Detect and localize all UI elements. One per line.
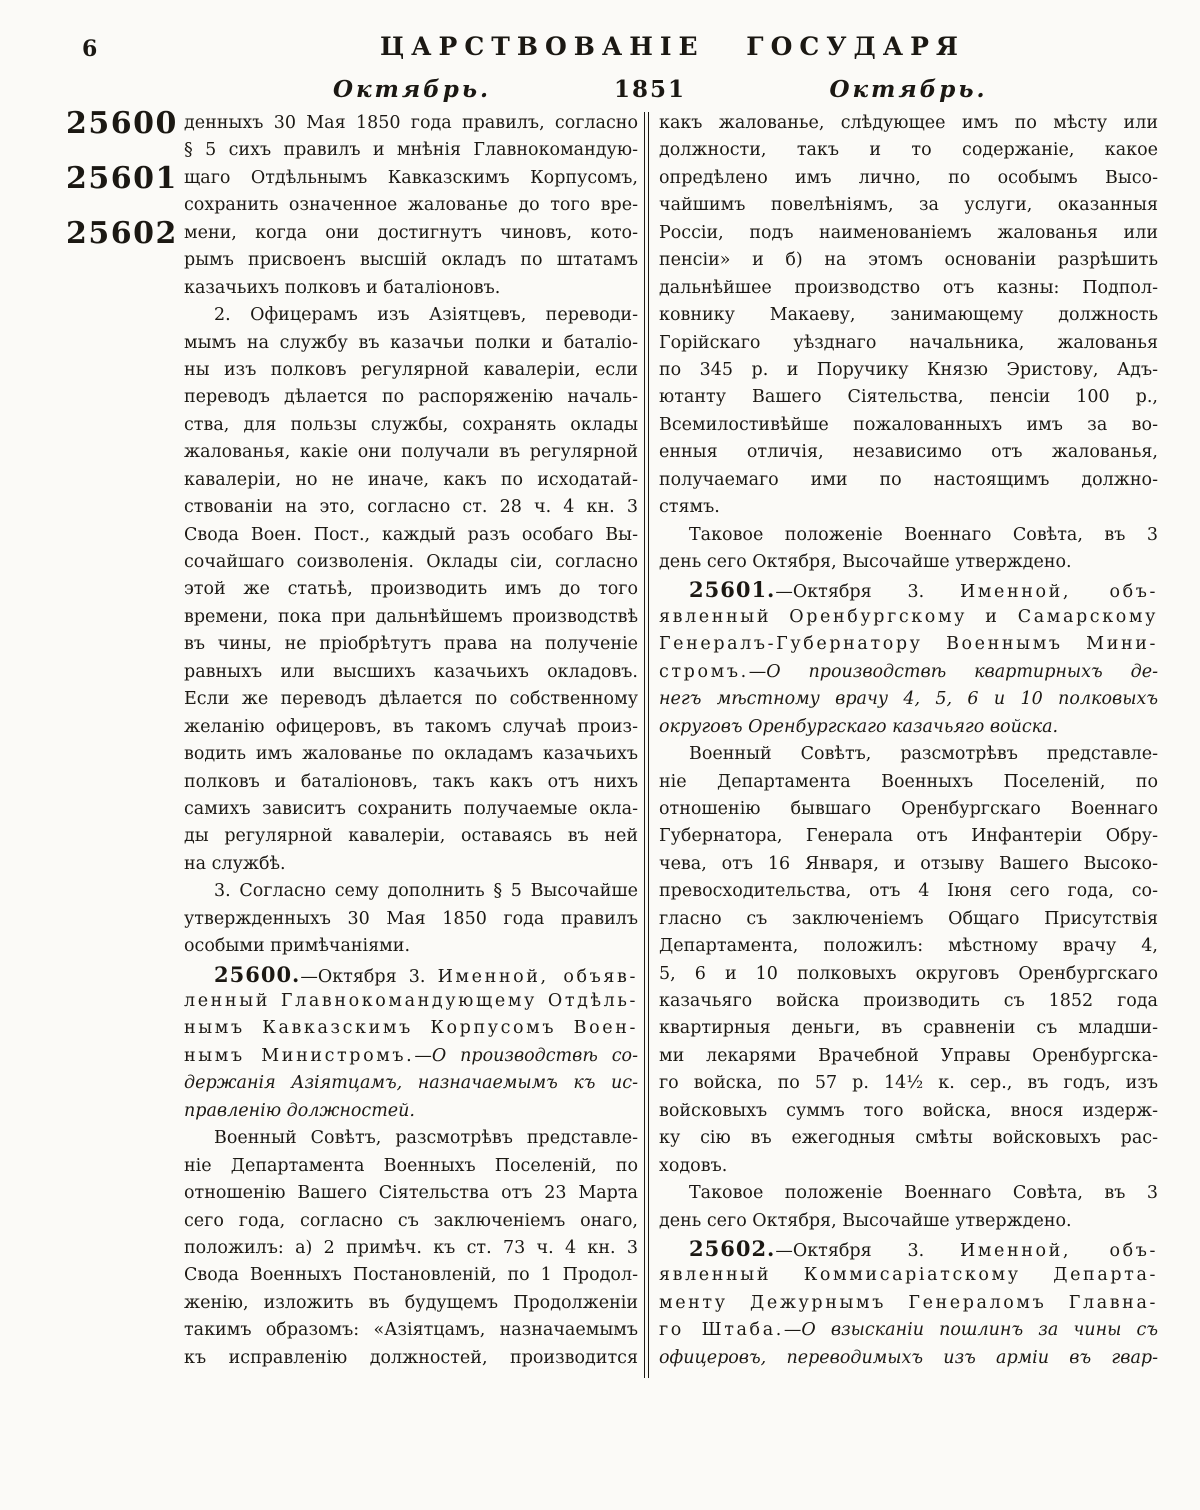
text-line xyxy=(184,878,638,905)
text-line xyxy=(184,275,638,302)
text-segment: Таковое положеніе Военнаго Совѣта, въ 3 xyxy=(689,1183,1158,1204)
text-segment: должности, такъ и то содержаніе, какое xyxy=(659,140,1158,161)
text-line xyxy=(659,961,1158,988)
text-line xyxy=(184,851,638,878)
text-segment: го войска, по 57 р. 14½ к. сер., въ годъ, изъ xyxy=(659,1073,1158,1094)
act-number-inline: 25600. xyxy=(214,961,301,987)
text-line xyxy=(659,1153,1158,1180)
text-line xyxy=(659,851,1158,878)
text-segment: —Октября 3. xyxy=(300,966,438,987)
text-segment: отношенію Вашего Сіятельства отъ 23 Марта xyxy=(184,1183,638,1204)
text-segment: нымъ Кавказскимъ Корпусомъ Воен- xyxy=(184,1018,638,1039)
subhead-year: 1851 xyxy=(613,76,686,103)
text-line xyxy=(659,1070,1158,1097)
text-segment: полковъ и баталіоновъ, такъ какъ отъ нихъ xyxy=(184,771,638,792)
text-segment: Именной, объяв- xyxy=(437,966,638,987)
text-line xyxy=(659,988,1158,1015)
text-line xyxy=(184,522,638,549)
subhead-month-left: Октябрь. xyxy=(332,76,492,103)
text-segment: —Октября 3. xyxy=(775,1240,960,1261)
text-segment: казачьяго войска производить съ 1852 года xyxy=(659,991,1158,1011)
text-segment: Генералъ-Губернатору Военнымъ Мини- xyxy=(659,634,1158,655)
text-segment: этой же статьѣ, производить имъ до того xyxy=(184,579,638,600)
text-segment: день сего Октября, Высочайше утверждено. xyxy=(659,1210,1072,1231)
text-line xyxy=(659,1235,1158,1262)
text-segment: енныя отличія, независимо отъ жалованья, xyxy=(659,442,1158,463)
text-segment: правленію должностей. xyxy=(184,1100,415,1121)
left-column xyxy=(184,110,638,1372)
text-segment: Именной, объ- xyxy=(959,1240,1158,1261)
text-segment: — xyxy=(748,661,767,682)
text-segment: гласно съ заключеніемъ Общаго Присутствія xyxy=(659,908,1158,929)
column-divider-rule xyxy=(644,112,649,1378)
text-line xyxy=(184,604,638,631)
text-line xyxy=(659,604,1158,631)
text-segment: утвержденныхъ 30 Мая 1850 года правилъ xyxy=(184,908,638,929)
text-line xyxy=(659,1208,1158,1235)
text-segment: пенсіи» и б) на этомъ основаніи разрѣшить xyxy=(659,250,1158,271)
text-segment: 5, 6 и 10 полковыхъ округовъ Оренбургскаго xyxy=(659,963,1158,984)
text-line xyxy=(184,137,638,164)
text-line xyxy=(184,439,638,466)
text-segment: Департамента, положилъ: мѣстному врачу 4, xyxy=(659,936,1158,957)
text-line xyxy=(659,823,1158,850)
text-line xyxy=(184,467,638,494)
text-line xyxy=(184,741,638,768)
act-number-inline: 25601. xyxy=(689,577,776,603)
text-segment: округовъ Оренбургскаго казачьяго войска. xyxy=(659,716,1059,737)
page-number: 6 xyxy=(82,36,98,62)
text-line xyxy=(659,1345,1158,1372)
text-line xyxy=(184,1180,638,1207)
text-line xyxy=(184,1125,638,1152)
text-line xyxy=(659,110,1158,137)
text-line xyxy=(659,494,1158,521)
text-segment: времени, пока при дальнѣйшемъ производствѣ xyxy=(184,606,638,627)
text-segment: — xyxy=(414,1045,432,1066)
text-segment: явленный Оренбургскому и Самарскому xyxy=(659,606,1158,627)
text-line xyxy=(659,1180,1158,1207)
text-segment: Таковое положеніе Военнаго Совѣта, въ 3 xyxy=(689,524,1158,545)
text-line xyxy=(659,1015,1158,1042)
text-line xyxy=(184,165,638,192)
text-line xyxy=(659,1262,1158,1289)
text-line xyxy=(184,1070,638,1097)
text-segment: къ исправленію должностей, производится xyxy=(184,1347,638,1368)
text-line xyxy=(184,412,638,439)
text-line xyxy=(659,165,1158,192)
text-line xyxy=(184,659,638,686)
text-line xyxy=(184,1317,638,1344)
text-segment: кавалеріи, но не иначе, какъ по исходатай- xyxy=(184,469,638,490)
margin-act-number: 25602 xyxy=(66,216,178,251)
text-line xyxy=(184,1153,638,1180)
text-segment: Свода Воен. Пост., каждый разъ особаго Вы- xyxy=(184,524,638,545)
text-segment: опредѣлено имъ лично, по особымъ Высо- xyxy=(659,167,1158,188)
text-segment: мени, когда они достигнутъ чиновъ, кото- xyxy=(184,222,638,243)
text-line xyxy=(184,714,638,741)
text-segment: жалованья, какіе они получали въ регулярной xyxy=(184,442,638,463)
text-segment: ніе Департамента Военныхъ Поселеній, по xyxy=(184,1155,638,1176)
text-segment: стямъ. xyxy=(659,497,720,518)
text-segment: сочайшаго соизволенія. Оклады сіи, согласно xyxy=(184,552,638,572)
text-line xyxy=(659,192,1158,219)
text-line xyxy=(659,439,1158,466)
text-line xyxy=(184,933,638,960)
text-line xyxy=(659,631,1158,658)
text-segment: день сего Октября, Высочайше утверждено. xyxy=(659,552,1072,572)
text-segment: ны изъ полковъ регулярной кавалеріи, если xyxy=(184,359,638,380)
text-line xyxy=(184,769,638,796)
text-segment: О производствѣ со- xyxy=(431,1045,638,1066)
text-line xyxy=(659,878,1158,905)
text-segment: Губернатора, Генерала отъ Инфантеріи Обру- xyxy=(659,826,1158,847)
text-line xyxy=(184,302,638,329)
text-line xyxy=(659,714,1158,741)
text-segment: Россіи, подъ наименованіемъ жалованья или xyxy=(659,222,1158,243)
text-segment: мымъ на службу въ казачьи полки и баталіо- xyxy=(184,332,638,353)
text-segment: сохранить означенное жалованье до того вре- xyxy=(184,195,638,216)
text-segment: ми лекарями Врачебной Управы Оренбургска- xyxy=(659,1045,1158,1066)
text-segment: водить имъ жалованье по окладамъ казачьихъ xyxy=(184,744,638,765)
text-segment: на службѣ. xyxy=(184,853,286,874)
text-segment: ку сію въ ежегодныя смѣты войсковыхъ рас- xyxy=(659,1128,1158,1149)
text-segment: щаго Отдѣльнымъ Кавказскимъ Корпусомъ, xyxy=(184,167,638,188)
text-line xyxy=(184,631,638,658)
text-line xyxy=(184,1043,638,1070)
margin-act-number: 25601 xyxy=(66,161,178,196)
text-line xyxy=(659,549,1158,576)
act-number-inline: 25602. xyxy=(689,1235,776,1261)
text-line xyxy=(659,1290,1158,1317)
text-line xyxy=(184,961,638,988)
text-segment: чайшимъ повелѣніямъ, за услуги, оказанныя xyxy=(659,195,1158,216)
text-segment: ютанту Вашего Сіятельства, пенсіи 100 р., xyxy=(659,387,1158,408)
text-segment: ходовъ. xyxy=(659,1155,728,1176)
text-segment: ды регулярной кавалеріи, оставаясь въ ней xyxy=(184,826,638,847)
text-line xyxy=(184,1208,638,1235)
text-segment: — xyxy=(783,1320,802,1341)
text-line xyxy=(659,357,1158,384)
text-segment: О производствѣ квартирныхъ де- xyxy=(766,661,1158,682)
text-line xyxy=(659,576,1158,603)
text-segment: 2. Офицерамъ изъ Азіятцевъ, переводи- xyxy=(214,305,638,326)
text-line xyxy=(659,741,1158,768)
text-line xyxy=(184,686,638,713)
text-line xyxy=(659,906,1158,933)
text-segment: желанію офицеровъ, въ такомъ случаѣ произ- xyxy=(184,716,638,737)
text-segment: денныхъ 30 Мая 1850 года правилъ, согласно xyxy=(184,113,638,133)
text-segment: явленный Коммисаріатскому Департа- xyxy=(659,1265,1158,1286)
text-line xyxy=(659,686,1158,713)
text-line xyxy=(184,110,638,137)
text-segment: какъ жалованье, слѣдующее имъ по мѣсту или xyxy=(659,113,1158,133)
text-segment: ленный Главнокомандующему Отдѣль- xyxy=(184,991,638,1011)
running-title: ЦАРСТВОВАНІЕ ГОСУДАРЯ xyxy=(380,32,965,61)
text-segment: равныхъ или высшихъ казачьихъ окладовъ. xyxy=(184,661,638,682)
text-line xyxy=(184,220,638,247)
text-segment: самихъ зависитъ сохранить получаемые окла- xyxy=(184,798,638,819)
text-line xyxy=(184,796,638,823)
text-segment: ства, для пользы службы, сохранять оклады xyxy=(184,414,638,435)
text-line xyxy=(184,1015,638,1042)
text-line xyxy=(659,384,1158,411)
text-segment: получаемаго ими по настоящимъ должно- xyxy=(659,469,1158,490)
text-segment: Если же переводъ дѣлается по собственному xyxy=(184,689,638,710)
text-segment: Свода Военныхъ Постановленій, по 1 Продол- xyxy=(184,1265,638,1286)
text-line xyxy=(184,576,638,603)
text-line xyxy=(184,988,638,1015)
text-segment: Военный Совѣтъ, разсмотрѣвъ представле- xyxy=(689,744,1158,765)
text-line xyxy=(659,659,1158,686)
text-segment: ковнику Макаеву, занимающему должность xyxy=(659,305,1158,326)
text-segment: Военный Совѣтъ, разсмотрѣвъ представле- xyxy=(214,1128,638,1149)
right-column xyxy=(659,110,1158,1372)
text-segment: квартирныя деньги, въ сравненіи съ младши- xyxy=(659,1018,1158,1039)
text-line xyxy=(659,275,1158,302)
text-segment: держанія Азіятцамъ, назначаемымъ къ ис- xyxy=(184,1073,638,1094)
text-line xyxy=(659,1098,1158,1125)
text-line xyxy=(184,823,638,850)
text-line xyxy=(659,467,1158,494)
text-segment: Всемилостивѣйше пожалованныхъ имъ за во- xyxy=(659,414,1158,435)
text-segment: негъ мѣстному врачу 4, 5, 6 и 10 полковыхъ xyxy=(659,689,1158,710)
text-line xyxy=(659,302,1158,329)
text-line xyxy=(184,549,638,576)
text-line xyxy=(659,796,1158,823)
text-line xyxy=(184,906,638,933)
text-segment: нымъ Министромъ. xyxy=(184,1045,415,1066)
text-segment: ствованіи на это, согласно ст. 28 ч. 4 кн. 3 xyxy=(184,497,638,518)
text-line xyxy=(659,412,1158,439)
text-segment: Горійскаго уѣзднаго начальника, жалованья xyxy=(659,332,1158,353)
text-line xyxy=(659,330,1158,357)
text-line xyxy=(184,247,638,274)
text-segment: положилъ: а) 2 примѣч. къ ст. 73 ч. 4 кн. 3 xyxy=(184,1237,638,1258)
text-line xyxy=(184,1345,638,1372)
text-segment: чева, отъ 16 Января, и отзыву Вашего Высоко- xyxy=(659,853,1158,874)
text-segment: § 5 сихъ правилъ и мнѣнія Главнокомандую- xyxy=(184,140,638,161)
text-line xyxy=(659,769,1158,796)
subhead-month-right: Октябрь. xyxy=(829,76,988,103)
text-segment: Именной, объ- xyxy=(959,582,1158,603)
text-line xyxy=(659,933,1158,960)
text-segment: дальнѣйшее производство отъ казны: Подпол- xyxy=(659,277,1158,298)
text-segment: менту Дежурнымъ Генераломъ Главна- xyxy=(659,1292,1158,1313)
text-segment: стромъ. xyxy=(659,661,749,682)
text-line xyxy=(659,220,1158,247)
text-segment: переводъ дѣлается по распоряженію началь- xyxy=(184,387,638,408)
text-line xyxy=(659,137,1158,164)
text-segment: такимъ образомъ: «Азіятцамъ, назначаемымъ xyxy=(184,1320,638,1341)
text-segment: женію, изложить въ будущемъ Продолженіи xyxy=(184,1292,638,1313)
text-segment: сего года, согласно съ заключеніемъ онаго, xyxy=(184,1210,638,1231)
text-line xyxy=(184,192,638,219)
text-line xyxy=(659,522,1158,549)
text-line xyxy=(184,494,638,521)
text-segment: —Октября 3. xyxy=(775,582,960,603)
text-segment: по 345 р. и Поручику Князю Эристову, Адъ- xyxy=(659,359,1158,380)
text-segment: войсковыхъ суммъ того войска, внося издерж- xyxy=(659,1100,1158,1121)
text-segment: О взысканіи пошлинъ за чины съ xyxy=(801,1320,1158,1341)
text-segment: превосходительства, отъ 4 Іюня сего года, со- xyxy=(659,881,1158,902)
text-segment: ніе Департамента Военныхъ Поселеній, по xyxy=(659,771,1158,792)
text-line xyxy=(659,1125,1158,1152)
text-line xyxy=(184,1098,638,1125)
text-line xyxy=(184,384,638,411)
text-segment: особыми примѣчаніями. xyxy=(184,936,411,957)
text-segment: офицеровъ, переводимыхъ изъ арміи въ гвар- xyxy=(659,1347,1158,1368)
text-line xyxy=(184,330,638,357)
margin-act-numbers xyxy=(66,106,184,271)
text-line xyxy=(659,1043,1158,1070)
text-line xyxy=(184,1235,638,1262)
text-line xyxy=(659,1317,1158,1344)
text-line xyxy=(184,1290,638,1317)
text-segment: казачьихъ полковъ и баталіоновъ. xyxy=(184,277,501,298)
text-line xyxy=(184,357,638,384)
text-segment: 3. Согласно сему дополнить § 5 Высочайше xyxy=(214,881,638,902)
text-segment: отношенію бывшаго Оренбургскаго Военнаго xyxy=(659,798,1158,819)
text-segment: въ чины, не пріобрѣтутъ права на полученіе xyxy=(184,634,638,655)
margin-act-number: 25600 xyxy=(66,106,178,141)
text-segment: го Штаба. xyxy=(659,1320,784,1341)
text-line xyxy=(659,247,1158,274)
text-line xyxy=(184,1262,638,1289)
text-segment: рымъ присвоенъ высшій окладъ по штатамъ xyxy=(184,250,638,271)
